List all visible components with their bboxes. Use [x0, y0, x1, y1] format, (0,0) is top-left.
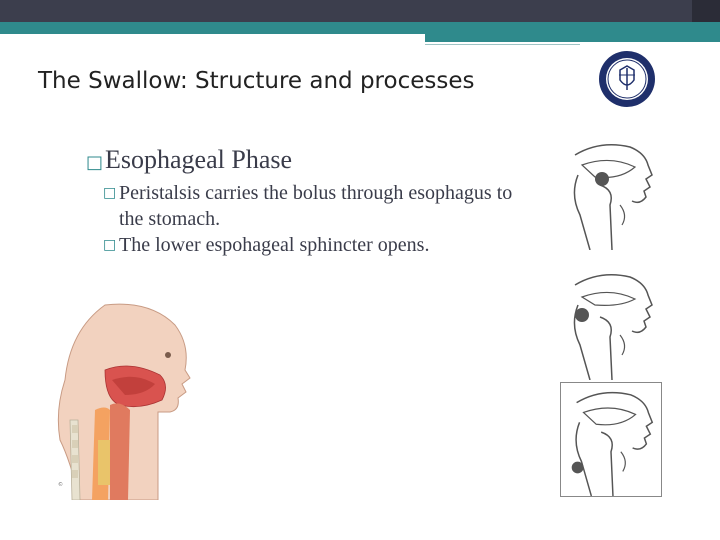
header-rule	[425, 44, 580, 45]
bullet-marker: □	[103, 185, 117, 201]
university-seal-logo	[598, 50, 656, 108]
header-band	[0, 22, 720, 34]
svg-text:©: ©	[58, 482, 63, 488]
heading-text: Esophageal Phase	[105, 145, 293, 174]
bullet-item	[103, 232, 523, 258]
heading-bullet: □	[86, 152, 104, 173]
swallow-stage-1-diagram	[560, 135, 660, 250]
bullet-list	[103, 180, 523, 258]
bullet-text: The lower espohageal sphincter opens.	[119, 234, 430, 256]
swallow-stage-2-diagram	[560, 265, 660, 380]
swallow-stage-3-diagram	[560, 382, 662, 497]
slide-title: The Swallow: Structure and processes	[38, 68, 475, 94]
head-neck-anatomy-illustration	[50, 300, 200, 500]
section-heading	[86, 145, 292, 175]
bullet-text: Peristalsis carries the bolus through esophagus to the stomach.	[119, 182, 513, 230]
bullet-item	[103, 180, 523, 232]
top-bar	[0, 0, 720, 22]
bullet-marker: □	[103, 237, 117, 253]
header-tab	[425, 34, 720, 42]
top-bar-accent	[692, 0, 720, 22]
